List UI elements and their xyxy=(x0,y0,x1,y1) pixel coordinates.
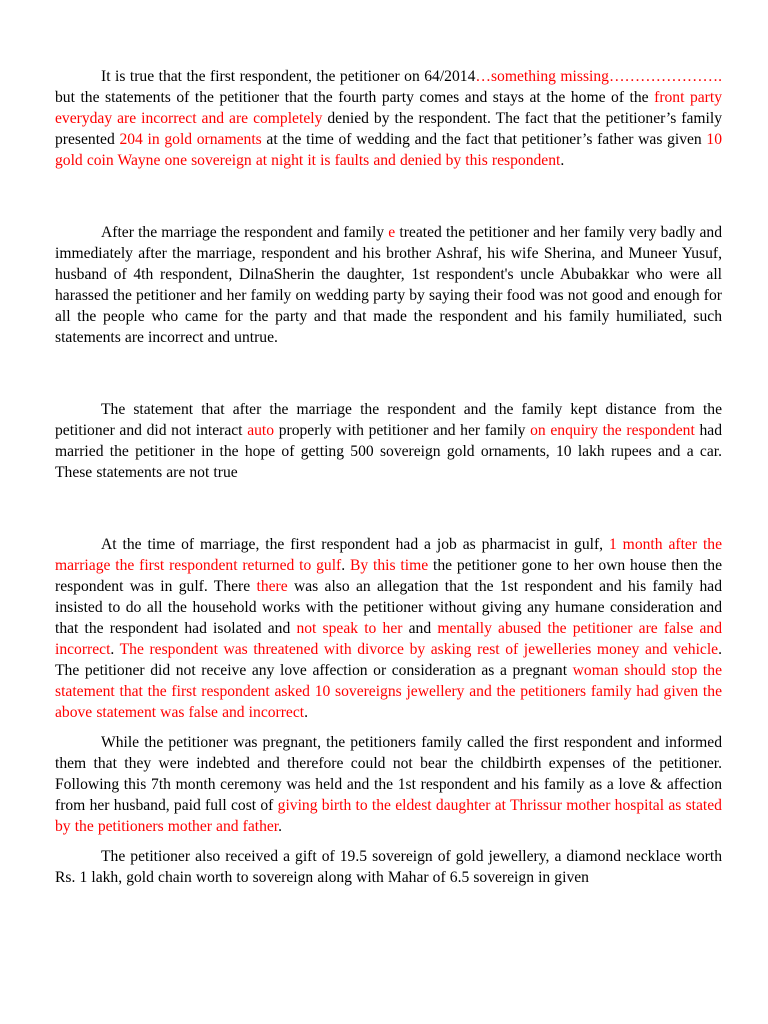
highlighted-text-run: there xyxy=(256,578,288,595)
text-run: and xyxy=(402,620,438,637)
text-run: While the petitioner was pregnant, the petitioners family called the first respondent and informed them that they were indebted and therefore could not bear the childbirth expenses of the petitioner. Following this 7th month ceremony was held and the 1st respondent and his family as a love & affection from her husband, paid full cost of xyxy=(55,734,722,814)
highlighted-text-run: auto xyxy=(247,422,275,439)
document-page xyxy=(55,66,722,888)
highlighted-text-run: 1 month after the marriage the first respondent returned to gulf xyxy=(55,536,722,574)
highlighted-text-run: 10 gold coin Wayne one sovereign at night it is faults and denied by this respondent xyxy=(55,131,722,169)
text-run: had married the petitioner in the hope of getting 500 sovereign gold ornaments, 10 lakh rupees and a car. These statements are not true xyxy=(55,422,722,481)
paragraph-3 xyxy=(55,399,722,483)
highlighted-text-run: …something missing…………………. xyxy=(475,68,723,85)
highlighted-text-run: on enquiry the respondent xyxy=(530,422,695,439)
text-run: After the marriage the respondent and family xyxy=(101,224,389,241)
highlighted-text-run: By this time xyxy=(350,557,429,574)
text-run: at the time of wedding and the fact that petitioner’s father was given xyxy=(261,131,707,148)
text-run: . The petitioner did not receive any love affection or consideration as a pregnant xyxy=(55,641,722,679)
highlighted-text-run: The respondent was threatened with divorce by asking rest of jewelleries money and vehicle xyxy=(119,641,719,658)
text-run: the petitioner gone to her own house then the respondent was in gulf. There xyxy=(55,557,723,595)
highlighted-text-run: woman should stop the statement that the first respondent asked 10 sovereigns jewellery and the petitioners family had given the above statement was false and incorrect xyxy=(55,662,722,721)
highlighted-text-run: not speak to her xyxy=(296,620,403,637)
paragraph-6 xyxy=(55,846,722,888)
text-run: The petitioner also received a gift of 19.5 sovereign of gold jewellery, a diamond necklace worth Rs. 1 lakh, gold chain worth to sovereign along with Mahar of 6.5 sovereign in given xyxy=(55,848,722,886)
text-run: was also an allegation that the 1st respondent and his family had insisted to do all the household works with the petitioner without giving any humane consideration and that the respondent had isolated and xyxy=(55,578,722,637)
paragraph-5 xyxy=(55,732,722,837)
text-run: but the statements of the petitioner that the fourth party comes and stays at the home of the xyxy=(55,89,655,106)
text-run: . xyxy=(278,818,283,835)
text-run: . xyxy=(110,641,120,658)
paragraph-4 xyxy=(55,534,722,723)
text-run: It is true that the first respondent, the petitioner on 64/2014 xyxy=(101,68,476,85)
highlighted-text-run: 204 in gold ornaments xyxy=(119,131,262,148)
text-run: . xyxy=(341,557,350,574)
highlighted-text-run: e xyxy=(388,224,396,241)
text-run: The statement that after the marriage the respondent and the family kept distance from the petitioner and did not interact xyxy=(55,401,722,439)
text-run: denied by the respondent. The fact that the petitioner’s family presented xyxy=(55,110,722,148)
highlighted-text-run: mentally abused the petitioner are false and incorrect xyxy=(55,620,723,658)
highlighted-text-run: front party everyday are incorrect and are completely xyxy=(55,89,723,127)
text-run: treated the petitioner and her family very badly and immediately after the marriage, respondent and his brother Ashraf, his wife Sherina, and Muneer Yusuf, husband of 4th respondent, DilnaSherin the daughter, 1st respondent's uncle Abubakkar who were all harassed the petitioner and her family on wedding party by saying their food was not good and enough for all the people who came for the party and that made the respondent and his family humiliated, such statements are incorrect and untrue. xyxy=(55,224,722,346)
paragraph-1 xyxy=(55,66,722,171)
paragraph-2 xyxy=(55,222,722,348)
text-run: At the time of marriage, the first respondent had a job as pharmacist in gulf, xyxy=(101,536,609,553)
text-run: . xyxy=(304,704,308,721)
text-run: properly with petitioner and her family xyxy=(274,422,531,439)
highlighted-text-run: giving birth to the eldest daughter at Thrissur mother hospital as stated by the petitioners mother and father xyxy=(55,797,722,835)
text-run: . xyxy=(560,152,565,169)
